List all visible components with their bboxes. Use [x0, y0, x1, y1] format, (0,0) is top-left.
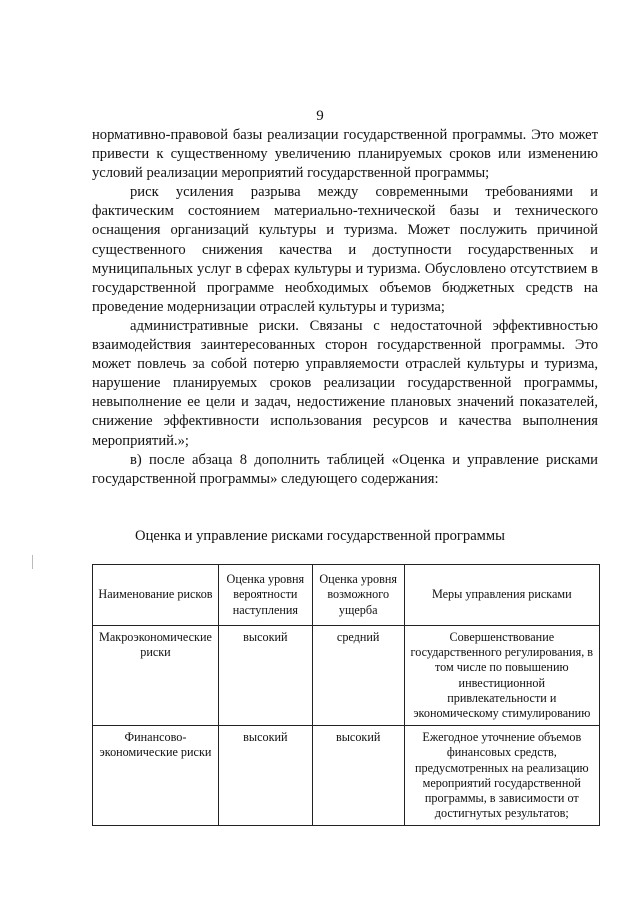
- table-row: [93, 726, 600, 826]
- paragraph-technical-risk: риск усиления разрыва между современными требованиями и фактическим состоянием материально-технической базы и технического оснащения организаций культуры и туризма. Может послужить причиной существенного снижения качества и доступности государственных и муниципальных услуг в сферах культуры и туризма. Обусловлено отсутствием в государственной программе необходимых объемов бюджетных средств на проведение модернизации отраслей культуры и туризма;: [92, 184, 598, 315]
- paragraph-administrative-risk: административные риски. Связаны с недостаточной эффективностью взаимодействия заинтересованных сторон государственной программы. Это может повлечь за собой потерю управляемости отраслей культуры и туризма, нарушение планируемых сроков реализации государственной программы, невыполнение ее цели и задач, недостижение плановых значений показателей, снижение эффективности использования ресурсов и качества выполнения мероприятий.»;: [92, 317, 598, 449]
- cell-probability: высокий: [218, 726, 312, 826]
- header-probability: Оценка уровня вероятности наступления: [218, 565, 312, 626]
- header-measures: Меры управления рисками: [404, 565, 599, 626]
- header-damage: Оценка уровня возможного ущерба: [312, 565, 404, 626]
- cell-damage: средний: [312, 626, 404, 726]
- risk-table: [92, 564, 600, 826]
- cell-risk-name: Макроэкономические риски: [93, 626, 219, 726]
- margin-mark: [32, 555, 33, 569]
- table-header-row: [93, 565, 600, 626]
- paragraph-amendment: в) после абзаца 8 дополнить таблицей «Оценка и управление рисками государственной программы» следующего содержания:: [92, 451, 598, 487]
- cell-measures: Ежегодное уточнение объемов финансовых средств, предусмотренных на реализацию мероприятий государственной программы, в зависимости от достигнутых результатов;: [404, 726, 599, 826]
- header-risk-name: Наименование рисков: [93, 565, 219, 626]
- cell-damage: высокий: [312, 726, 404, 826]
- page-number: 9: [316, 108, 324, 124]
- paragraph-continuation: нормативно-правовой базы реализации государственной программы. Это может привести к существенному увеличению планируемых сроков или изменению условий реализации мероприятий государственной программы;: [92, 127, 598, 182]
- cell-risk-name: Финансово-экономические риски: [93, 726, 219, 826]
- cell-measures: Совершенствование государственного регулирования, в том числе по повышению инвестиционной привлекательности и экономическому стимулированию: [404, 626, 599, 726]
- table-row: [93, 626, 600, 726]
- cell-probability: высокий: [218, 626, 312, 726]
- document-body: [92, 126, 598, 489]
- table-title: Оценка и управление рисками государственной программы: [135, 528, 505, 544]
